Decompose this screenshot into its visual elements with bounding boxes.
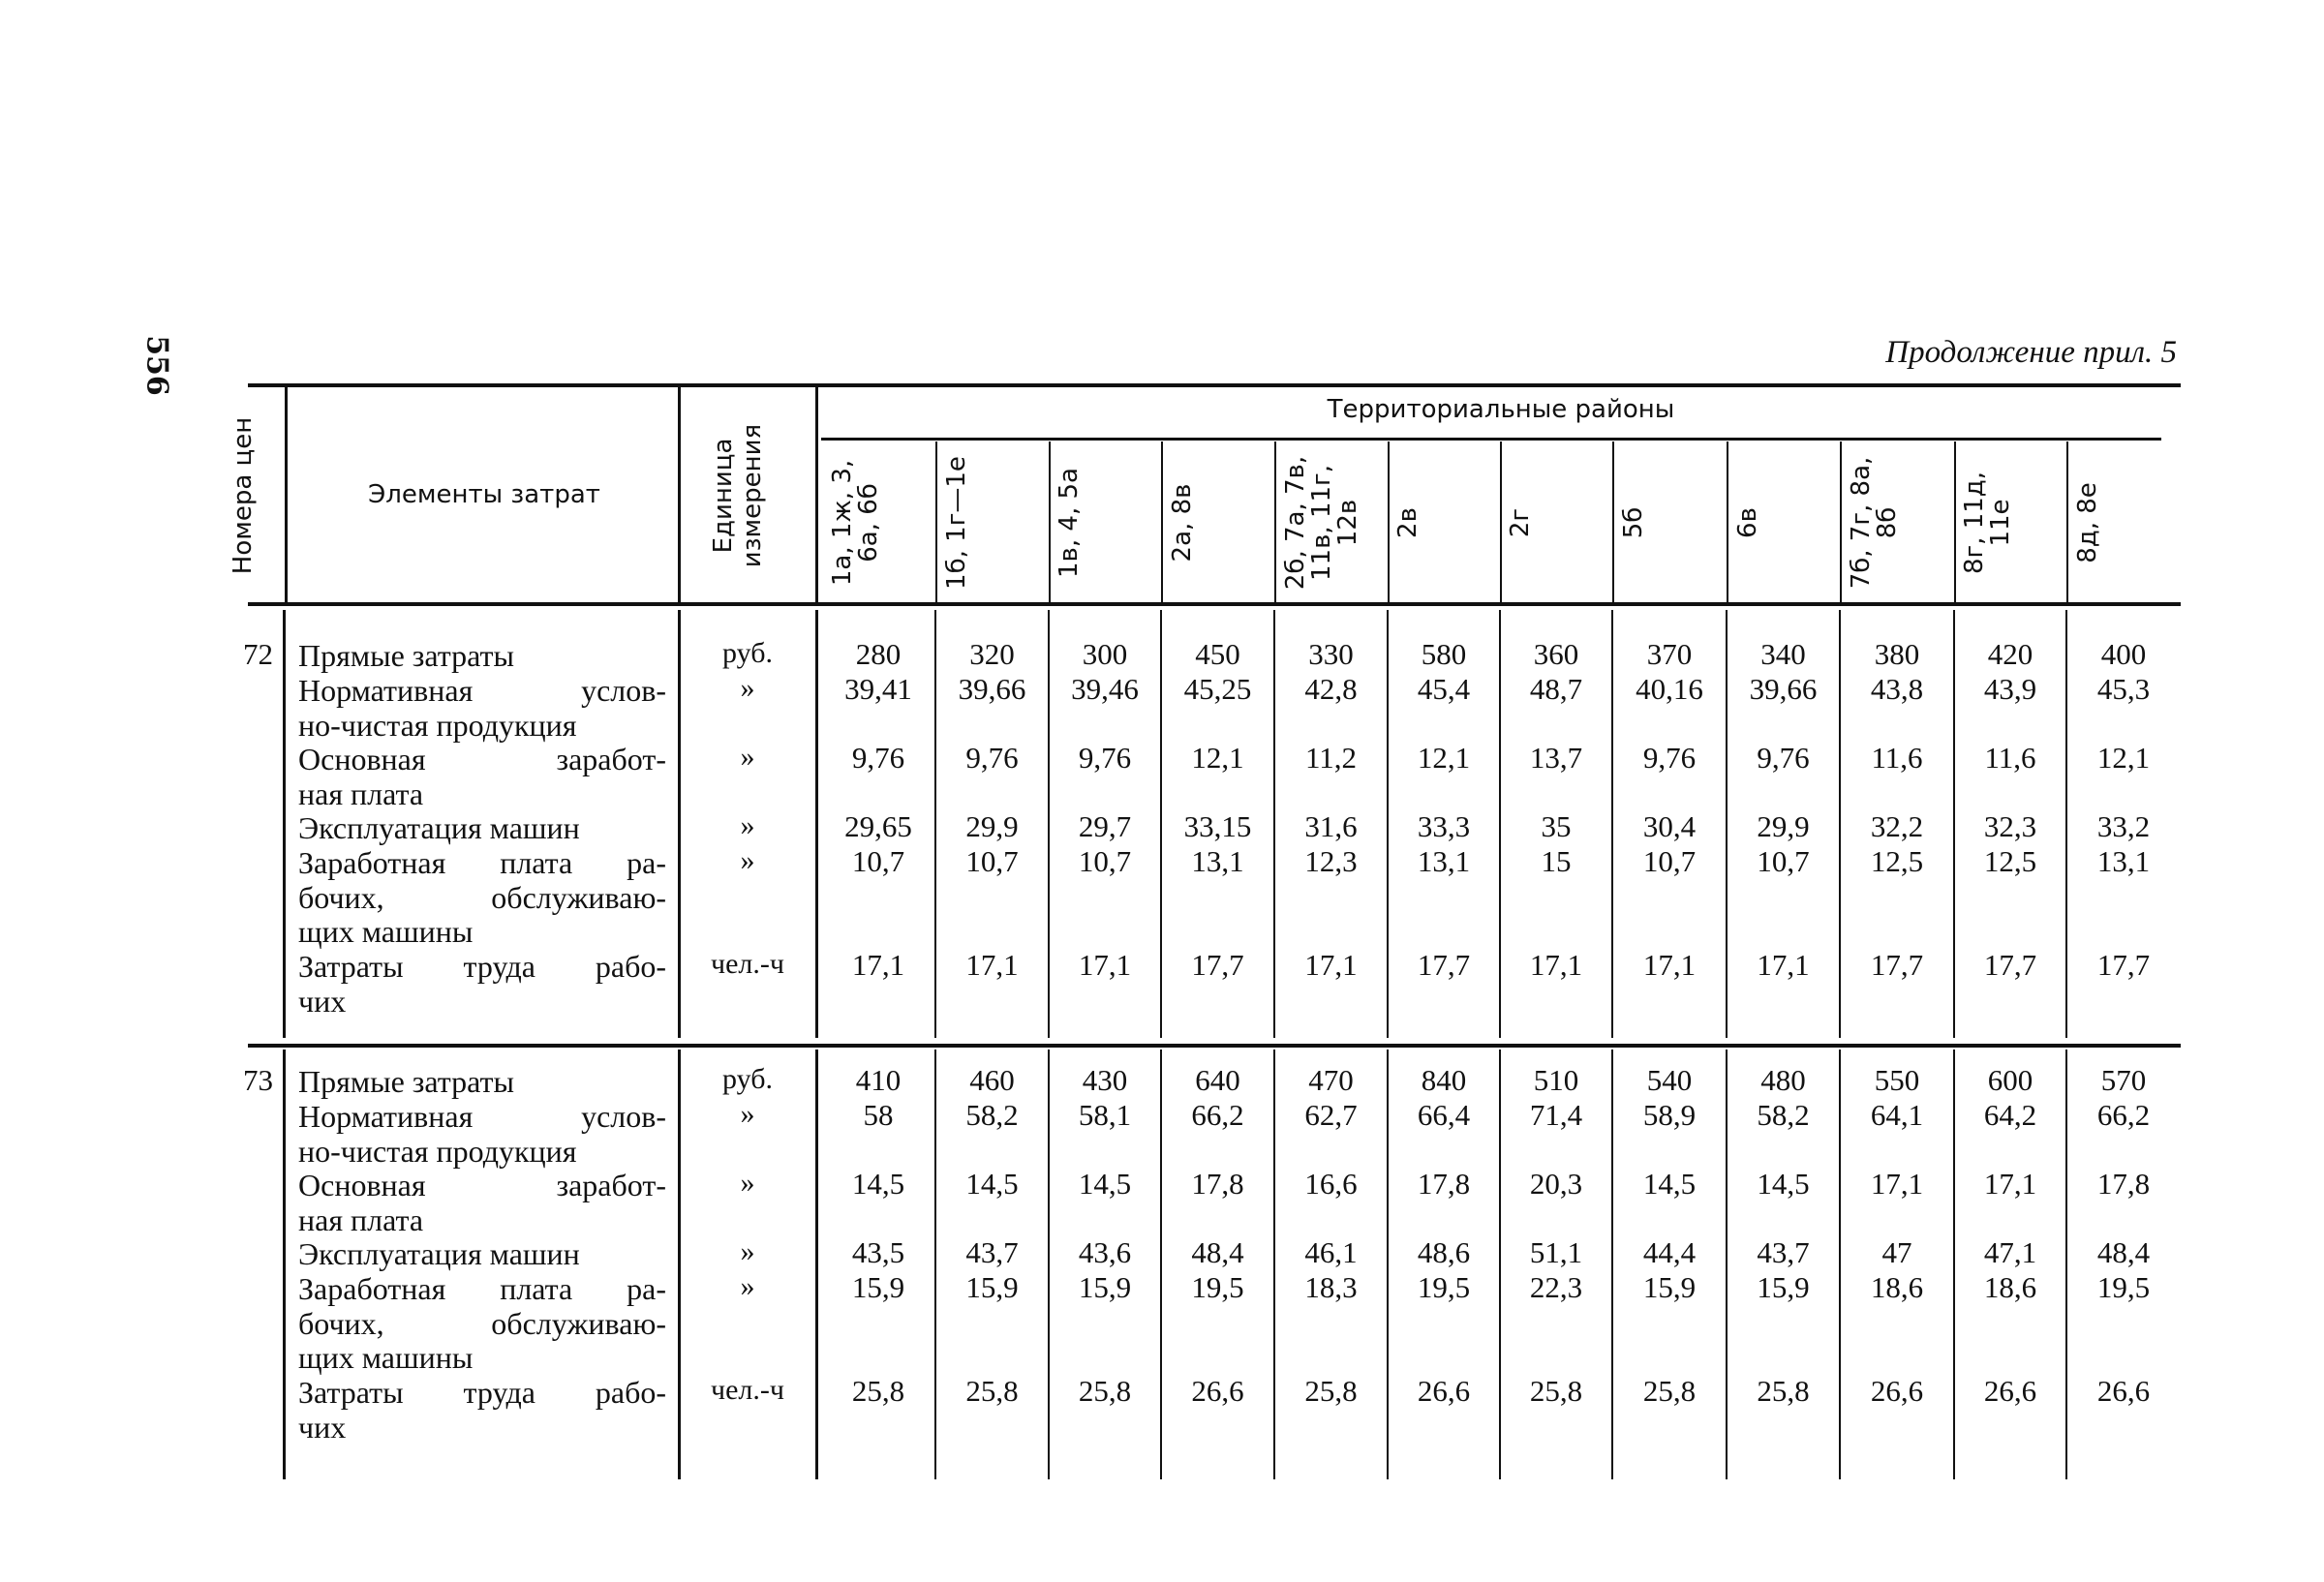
table-cell: 29,7	[1078, 809, 1132, 843]
table-cell: 430	[1082, 1063, 1128, 1097]
header-district-divider	[1954, 441, 1956, 602]
table-cell: 17,1	[1304, 948, 1358, 982]
table-cell: 19,5	[1417, 1270, 1471, 1304]
table-cell: 17,8	[1191, 1167, 1244, 1201]
table-cell: 840	[1421, 1063, 1467, 1097]
table-cell: 540	[1646, 1063, 1693, 1097]
table-cell: 450	[1195, 637, 1240, 671]
table-cell: 30,4	[1642, 809, 1697, 843]
header-district-divider	[1161, 441, 1163, 602]
table-cell: 15	[1541, 844, 1572, 878]
table-cell: 42,8	[1304, 672, 1358, 706]
table-cell: 25,8	[1304, 1374, 1358, 1408]
table-cell: 26,6	[1870, 1374, 1924, 1408]
table-cell: 12,5	[1983, 844, 2037, 878]
table-cell: 43,9	[1983, 672, 2037, 706]
table-cell: 14,5	[851, 1167, 905, 1201]
page-number: 556	[139, 335, 174, 396]
unit-value: чел.-ч	[711, 1374, 784, 1406]
table-cell: 33,2	[2096, 809, 2151, 843]
body-divider-elements	[678, 1050, 681, 1479]
cost-element-label: чих	[298, 1409, 347, 1445]
table-cell: 14,5	[965, 1167, 1019, 1201]
table-cell: 39,66	[1749, 672, 1818, 706]
district-header: 1б, 1г—1е	[941, 456, 971, 590]
table-cell: 32,3	[1983, 809, 2037, 843]
table-cell: 13,7	[1529, 741, 1583, 775]
table-cell: 32,2	[1870, 809, 1924, 843]
table-cell: 480	[1760, 1063, 1806, 1097]
table-cell: 550	[1874, 1063, 1920, 1097]
table-cell: 640	[1195, 1063, 1240, 1097]
table-cell: 58,2	[965, 1098, 1019, 1132]
table-cell: 26,6	[1191, 1374, 1244, 1408]
table-cell: 19,5	[2096, 1270, 2151, 1304]
unit-value: »	[740, 741, 755, 773]
table-cell: 460	[969, 1063, 1015, 1097]
table-cell: 17,1	[1529, 948, 1583, 982]
territories-rule	[821, 438, 2161, 441]
table-cell: 17,1	[1870, 1167, 1924, 1201]
page-caption: Продолжение прил. 5	[1885, 335, 2177, 370]
table-cell: 43,5	[851, 1235, 905, 1269]
table-cell: 18,6	[1983, 1270, 2037, 1304]
table-cell: 43,8	[1870, 672, 1924, 706]
table-cell: 17,1	[1983, 1167, 2037, 1201]
table-cell: 340	[1760, 637, 1806, 671]
district-header: 8г, 11д, 11е	[1960, 471, 2015, 575]
table-cell: 17,7	[1191, 948, 1244, 982]
unit-value: »	[740, 1098, 755, 1130]
cost-element-label: Прямые затраты	[298, 638, 515, 673]
unit-value: »	[740, 1235, 755, 1267]
table-cell: 25,8	[1642, 1374, 1697, 1408]
table-cell: 11,6	[1984, 741, 2036, 775]
table-cell: 33,3	[1417, 809, 1471, 843]
table-cell: 25,8	[965, 1374, 1019, 1408]
table-cell: 600	[1987, 1063, 2034, 1097]
territories-header: Территориальные районы	[1327, 395, 1675, 424]
table-cell: 300	[1082, 637, 1128, 671]
table-cell: 45,4	[1417, 672, 1471, 706]
table-cell: 22,3	[1529, 1270, 1583, 1304]
table-cell: 510	[1533, 1063, 1579, 1097]
body-divider-unit	[815, 1050, 818, 1479]
unit-value: руб.	[722, 637, 773, 669]
table-cell: 17,1	[851, 948, 905, 982]
table-cell: 12,3	[1304, 844, 1358, 878]
table-cell: 25,8	[1757, 1374, 1810, 1408]
table-cell: 43,7	[1757, 1235, 1810, 1269]
header-district-divider	[1727, 441, 1728, 602]
table-cell: 17,7	[1983, 948, 2037, 982]
table-cell: 17,7	[1417, 948, 1471, 982]
table-cell: 48,7	[1529, 672, 1583, 706]
table-cell: 14,5	[1757, 1167, 1810, 1201]
table-cell: 31,6	[1304, 809, 1358, 843]
table-cell: 410	[855, 1063, 902, 1097]
table-cell: 17,1	[1642, 948, 1697, 982]
table-cell: 15,9	[851, 1270, 905, 1304]
table-cell: 580	[1421, 637, 1467, 671]
table-cell: 64,1	[1870, 1098, 1924, 1132]
table-cell: 360	[1533, 637, 1579, 671]
unit-value: »	[740, 1270, 755, 1302]
district-header: 7б, 7г, 8а, 8б	[1847, 456, 1902, 590]
unit-value: чел.-ч	[711, 948, 784, 980]
table-cell: 19,5	[1191, 1270, 1244, 1304]
table-cell: 15,9	[965, 1270, 1019, 1304]
table-cell: 13,1	[1417, 844, 1471, 878]
table-cell: 44,4	[1642, 1235, 1697, 1269]
table-cell: 17,1	[1078, 948, 1132, 982]
body-divider-unit	[815, 610, 818, 1038]
cost-element-label: чих	[298, 983, 347, 1019]
table-cell: 26,6	[2096, 1374, 2151, 1408]
cost-element-label: щих машины	[298, 1340, 474, 1375]
table-cell: 20,3	[1529, 1167, 1583, 1201]
cost-element-label: Основная заработ-	[298, 742, 666, 776]
table-cell: 570	[2100, 1063, 2147, 1097]
price-number-header: Номера цен	[229, 416, 258, 575]
body-divider-elements	[678, 610, 681, 1038]
table-cell: 12,1	[2096, 741, 2151, 775]
district-header: 1а, 1ж, 3, 6а, 6б	[828, 459, 883, 587]
table-cell: 43,6	[1078, 1235, 1132, 1269]
cost-element-label: ная плата	[298, 776, 424, 811]
cost-element-label: но-чистая продукция	[298, 1133, 577, 1169]
table-cell: 380	[1874, 637, 1920, 671]
table-cell: 29,9	[1757, 809, 1810, 843]
cost-element-label: Затраты труда рабо-	[298, 1375, 666, 1410]
table-cell: 29,65	[844, 809, 912, 843]
cost-element-label: Заработная плата ра-	[298, 1271, 666, 1306]
unit-value: руб.	[722, 1063, 773, 1095]
table-cell: 15,9	[1642, 1270, 1697, 1304]
table-cell: 12,5	[1870, 844, 1924, 878]
header-district-divider	[1274, 441, 1276, 602]
table-cell: 9,76	[851, 741, 905, 775]
table-cell: 25,8	[851, 1374, 905, 1408]
table-cell: 13,1	[2096, 844, 2151, 878]
table-cell: 64,2	[1983, 1098, 2037, 1132]
table-cell: 16,6	[1304, 1167, 1358, 1201]
table-cell: 14,5	[1642, 1167, 1697, 1201]
table-cell: 470	[1308, 1063, 1354, 1097]
cost-element-label: Нормативная услов-	[298, 1099, 666, 1134]
header-district-divider	[1612, 441, 1614, 602]
table-cell: 62,7	[1304, 1098, 1358, 1132]
district-header: 1в, 4, 5а	[1055, 468, 1084, 578]
table-cell: 9,76	[1757, 741, 1810, 775]
unit-value: »	[740, 809, 755, 841]
district-header: 6в	[1732, 507, 1762, 538]
table-cell: 10,7	[1078, 844, 1132, 878]
table-cell: 39,46	[1071, 672, 1139, 706]
table-cell: 12,1	[1191, 741, 1244, 775]
table-cell: 13,1	[1191, 844, 1244, 878]
table-cell: 9,76	[1078, 741, 1132, 775]
district-header: 2г	[1506, 507, 1535, 538]
table-cell: 9,76	[965, 741, 1019, 775]
cost-element-label: Нормативная услов-	[298, 673, 666, 708]
table-cell: 330	[1308, 637, 1354, 671]
elements-header: Элементы затрат	[368, 480, 600, 509]
table-cell: 17,8	[1417, 1167, 1471, 1201]
cost-element-label: Прямые затраты	[298, 1064, 515, 1099]
table-cell: 400	[2100, 637, 2147, 671]
table-cell: 12,1	[1417, 741, 1471, 775]
unit-value: »	[740, 1167, 755, 1199]
table-cell: 43,7	[965, 1235, 1019, 1269]
table-cell: 40,16	[1636, 672, 1703, 706]
table-cell: 11,2	[1304, 741, 1358, 775]
table-cell: 15,9	[1757, 1270, 1810, 1304]
header-district-divider	[1049, 441, 1051, 602]
table-cell: 58,2	[1757, 1098, 1810, 1132]
table-cell: 48,4	[2096, 1235, 2151, 1269]
table-cell: 10,7	[965, 844, 1019, 878]
header-district-divider	[2066, 441, 2068, 602]
district-header: 2а, 8в	[1167, 483, 1197, 563]
cost-element-label: ная плата	[298, 1202, 424, 1237]
unit-header: Единица измерения	[709, 423, 767, 568]
table-cell: 18,6	[1870, 1270, 1924, 1304]
table-cell: 17,8	[2096, 1167, 2151, 1201]
district-header: 2в	[1393, 507, 1422, 538]
body-divider-number	[283, 1050, 286, 1479]
unit-value: »	[740, 844, 755, 876]
header-district-divider	[1840, 441, 1842, 602]
table-cell: 18,3	[1304, 1270, 1358, 1304]
table-cell: 26,6	[1417, 1374, 1471, 1408]
district-header: 5б	[1619, 506, 1648, 539]
table-cell: 58,1	[1078, 1098, 1132, 1132]
table-cell: 370	[1646, 637, 1693, 671]
table-cell: 14,5	[1078, 1167, 1132, 1201]
table-cell: 46,1	[1304, 1235, 1358, 1269]
table-cell: 66,4	[1417, 1098, 1471, 1132]
table-cell: 35	[1541, 809, 1572, 843]
table-cell: 66,2	[2096, 1098, 2151, 1132]
table-cell: 25,8	[1078, 1374, 1132, 1408]
table-cell: 45,3	[2096, 672, 2151, 706]
table-cell: 17,1	[1757, 948, 1810, 982]
table-cell: 29,9	[965, 809, 1019, 843]
district-header: 2б, 7а, 7в, 11в, 11г, 12в	[1280, 455, 1362, 591]
header-bottom-rule	[248, 602, 2181, 606]
table-cell: 39,66	[958, 672, 1026, 706]
table-cell: 47	[1881, 1235, 1912, 1269]
header-district-divider	[1388, 441, 1390, 602]
table-cell: 66,2	[1191, 1098, 1244, 1132]
header-top-rule	[248, 383, 2181, 387]
cost-element-label: Основная заработ-	[298, 1168, 666, 1202]
table-cell: 15,9	[1078, 1270, 1132, 1304]
group-separator-rule	[248, 1044, 2181, 1048]
table-cell: 17,7	[2096, 948, 2151, 982]
header-divider-elements	[678, 387, 681, 602]
body-divider-number	[283, 610, 286, 1038]
table-cell: 48,6	[1417, 1235, 1471, 1269]
header-divider-unit	[815, 387, 818, 602]
table-cell: 280	[855, 637, 902, 671]
cost-element-label: Эксплуатация машин	[298, 810, 580, 845]
price-number: 72	[243, 637, 273, 671]
cost-element-label: бочих, обслуживаю-	[298, 879, 666, 915]
header-district-divider	[935, 441, 937, 602]
cost-element-label: бочих, обслуживаю-	[298, 1305, 666, 1341]
table-cell: 48,4	[1191, 1235, 1244, 1269]
table-cell: 58,9	[1642, 1098, 1697, 1132]
cost-element-label: Заработная плата ра-	[298, 845, 666, 880]
table-cell: 420	[1987, 637, 2034, 671]
table-cell: 47,1	[1983, 1235, 2037, 1269]
table-cell: 25,8	[1529, 1374, 1583, 1408]
price-number: 73	[243, 1063, 273, 1097]
district-header: 8д, 8е	[2073, 482, 2102, 563]
table-cell: 71,4	[1529, 1098, 1583, 1132]
table-cell: 51,1	[1529, 1235, 1583, 1269]
table-cell: 10,7	[1757, 844, 1810, 878]
table-cell: 10,7	[851, 844, 905, 878]
header-district-divider	[1500, 441, 1502, 602]
table-cell: 320	[969, 637, 1015, 671]
table-cell: 10,7	[1642, 844, 1697, 878]
table-cell: 26,6	[1983, 1374, 2037, 1408]
table-cell: 17,7	[1870, 948, 1924, 982]
header-divider-number	[285, 387, 288, 602]
table-cell: 33,15	[1183, 809, 1252, 843]
cost-element-label: Затраты труда рабо-	[298, 949, 666, 984]
unit-value: »	[740, 672, 755, 704]
table-cell: 45,25	[1183, 672, 1252, 706]
table-cell: 11,6	[1871, 741, 1923, 775]
cost-element-label: но-чистая продукция	[298, 707, 577, 743]
table-cell: 58	[863, 1098, 894, 1132]
table-cell: 17,1	[965, 948, 1019, 982]
table-cell: 9,76	[1642, 741, 1697, 775]
table-cell: 39,41	[844, 672, 912, 706]
cost-element-label: щих машины	[298, 914, 474, 949]
cost-element-label: Эксплуатация машин	[298, 1236, 580, 1271]
